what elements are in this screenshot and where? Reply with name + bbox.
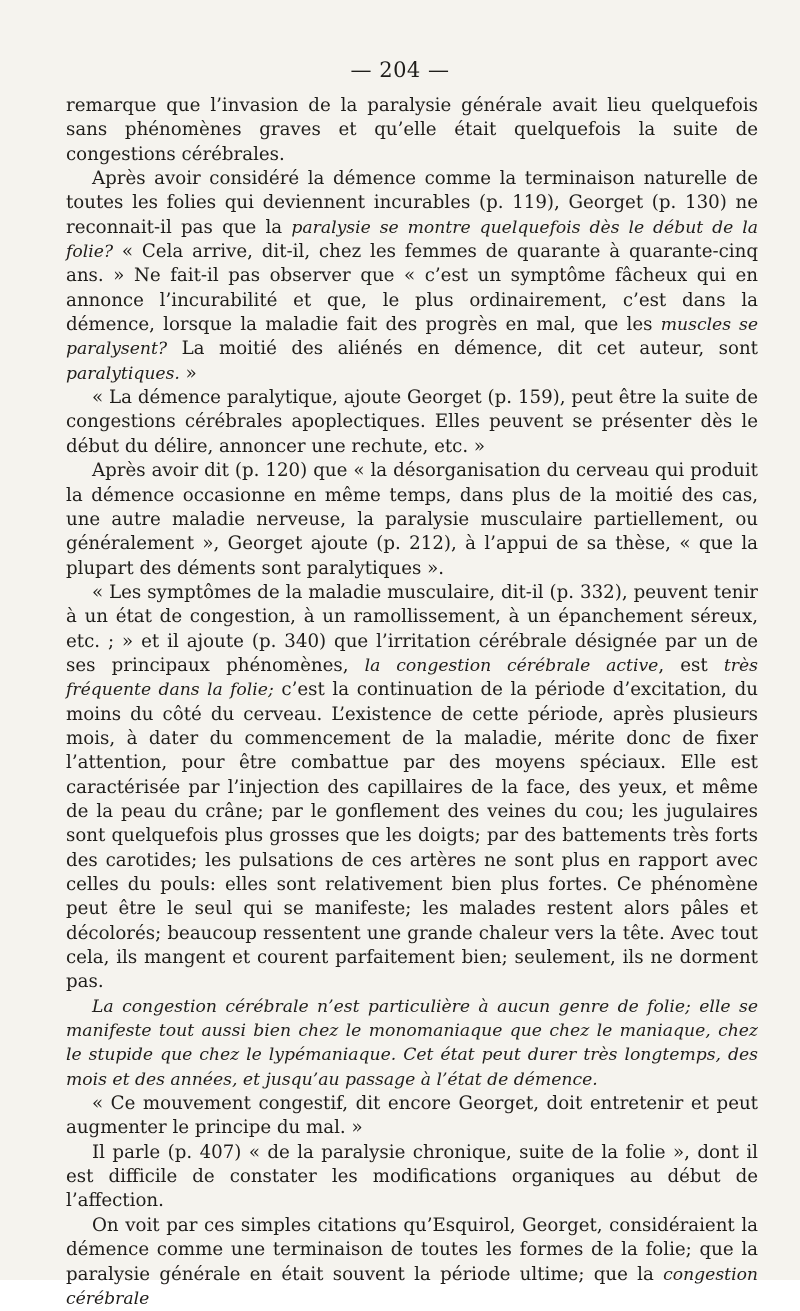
text-run: La moitié des aliénés en démence, dit cet auteur, sont xyxy=(167,338,758,360)
paragraph xyxy=(66,1092,758,1141)
paragraph xyxy=(66,1141,758,1214)
paragraph xyxy=(66,995,758,1092)
text-run: » xyxy=(179,362,197,384)
paragraph xyxy=(66,459,758,581)
paragraph xyxy=(66,94,758,167)
text-run: , est xyxy=(658,654,724,676)
body-text xyxy=(66,94,758,1311)
text-run: Il parle (p. 407) « de la paralysie chronique, suite de la folie », dont il est difficile de constater les modifications organiques au début de l’affection. xyxy=(66,1141,758,1212)
italic-text: la congestion cérébrale active xyxy=(364,655,659,676)
italic-text: congestion cérébrale xyxy=(66,1264,758,1309)
text-run: Après avoir considéré la démence comme la terminaison naturelle de toutes les folies qui deviennent incurables (p. 119), Georget (p. 130) ne reconnait-il pas que la xyxy=(66,168,758,238)
paragraph xyxy=(66,167,758,386)
paragraph xyxy=(66,386,758,459)
page-number: — 204 — xyxy=(350,58,450,82)
text-run: « Les symptômes de la maladie musculaire, dit-il (p. 332), peuvent tenir à un état de congestion, à un ramollissement, à un épanchement séreux, etc. ; » et il ajoute (p. 340) que l’irritation cérébrale désignée par un de ses principaux phénomènes, xyxy=(66,581,758,676)
text-run: La congestion cérébrale n’est particulière à aucun genre de folie; elle se manifeste tout aussi bien chez le monomaniaque que chez le maniaque, chez le stupide que chez le lypémaniaque. Cet état peut durer très longtemps, des mois et des années, et jusqu’au passage à l’état de démence. xyxy=(66,996,758,1090)
text-run: Après avoir dit (p. 120) que « la désorganisation du cerveau qui produit la démence occasionne en même temps, dans plus de la moitié des cas, une autre maladie nerveuse, la paralysie musculaire partiellement, ou généralement », Georget ajoute (p. 212), à l’appui de sa thèse, « que la plupart des déments sont paralytiques ». xyxy=(66,460,758,579)
italic-text: paralysie se montre quelquefois dès le début de la folie? xyxy=(66,217,758,263)
paragraph xyxy=(66,1214,758,1311)
italic-text: muscles se paralysent? xyxy=(66,315,758,360)
text-run: « Ce mouvement congestif, dit encore Georget, doit entretenir et peut augmenter le principe du mal. » xyxy=(66,1093,758,1139)
text-run: « La démence paralytique, ajoute Georget (p. 159), peut être la suite de congestions cérébrales apoplectiques. Elles peuvent se présenter dès le début du délire, annoncer une rechute, etc. » xyxy=(66,387,758,457)
text-run: remarque que l’invasion de la paralysie générale avait lieu quelquefois sans phénomènes graves et qu’elle était quelquefois la suite de congestions cérébrales. xyxy=(66,95,758,165)
text-run: On voit par ces simples citations qu’Esquirol, Georget, considéraient la démence comme une terminaison de toutes les formes de la folie; que la paralysie générale en était souvent la période ultime; que la xyxy=(66,1214,758,1285)
italic-text: paralytiques. xyxy=(66,363,180,384)
text-run: c’est la continuation de la période d’excitation, du moins du côté du cerveau. L’existence de cette période, après plusieurs mois, à dater du commencement de la maladie, mérite donc de fixer l’attention, pour être combattue par des moyens spéciaux. Elle est caractérisée par l’injection des capillaires de la face, des yeux, et même de la peau du crâne; par le gonflement des veines du cou; les jugulaires sont quelquefois plus grosses que les doigts; par des battements très forts des carotides; les pulsations de ces artères ne sont plus en rapport avec celles du pouls: elles sont relativement bien plus fortes. Ce phénomène peut être le seul qui se manifeste; les malades restent alors pâles et décolorés; beaucoup ressentent une grande chaleur vers la tête. Avec tout cela, ils mangent et courent parfaitement bien; seulement, ils ne dorment pas. xyxy=(66,679,758,993)
paragraph xyxy=(66,581,758,995)
italic-text: très fréquente dans la folie; xyxy=(66,655,758,701)
text-run: « Cela arrive, dit-il, chez les femmes de quarante à quarante-cinq ans. » Ne fait-il pas observer que « c’est un symptôme fâcheux qui en annonce l’incurabilité et que, le plus ordinairement, c’est dans la démence, lorsque la maladie fait des progrès en mal, que les xyxy=(66,241,758,336)
